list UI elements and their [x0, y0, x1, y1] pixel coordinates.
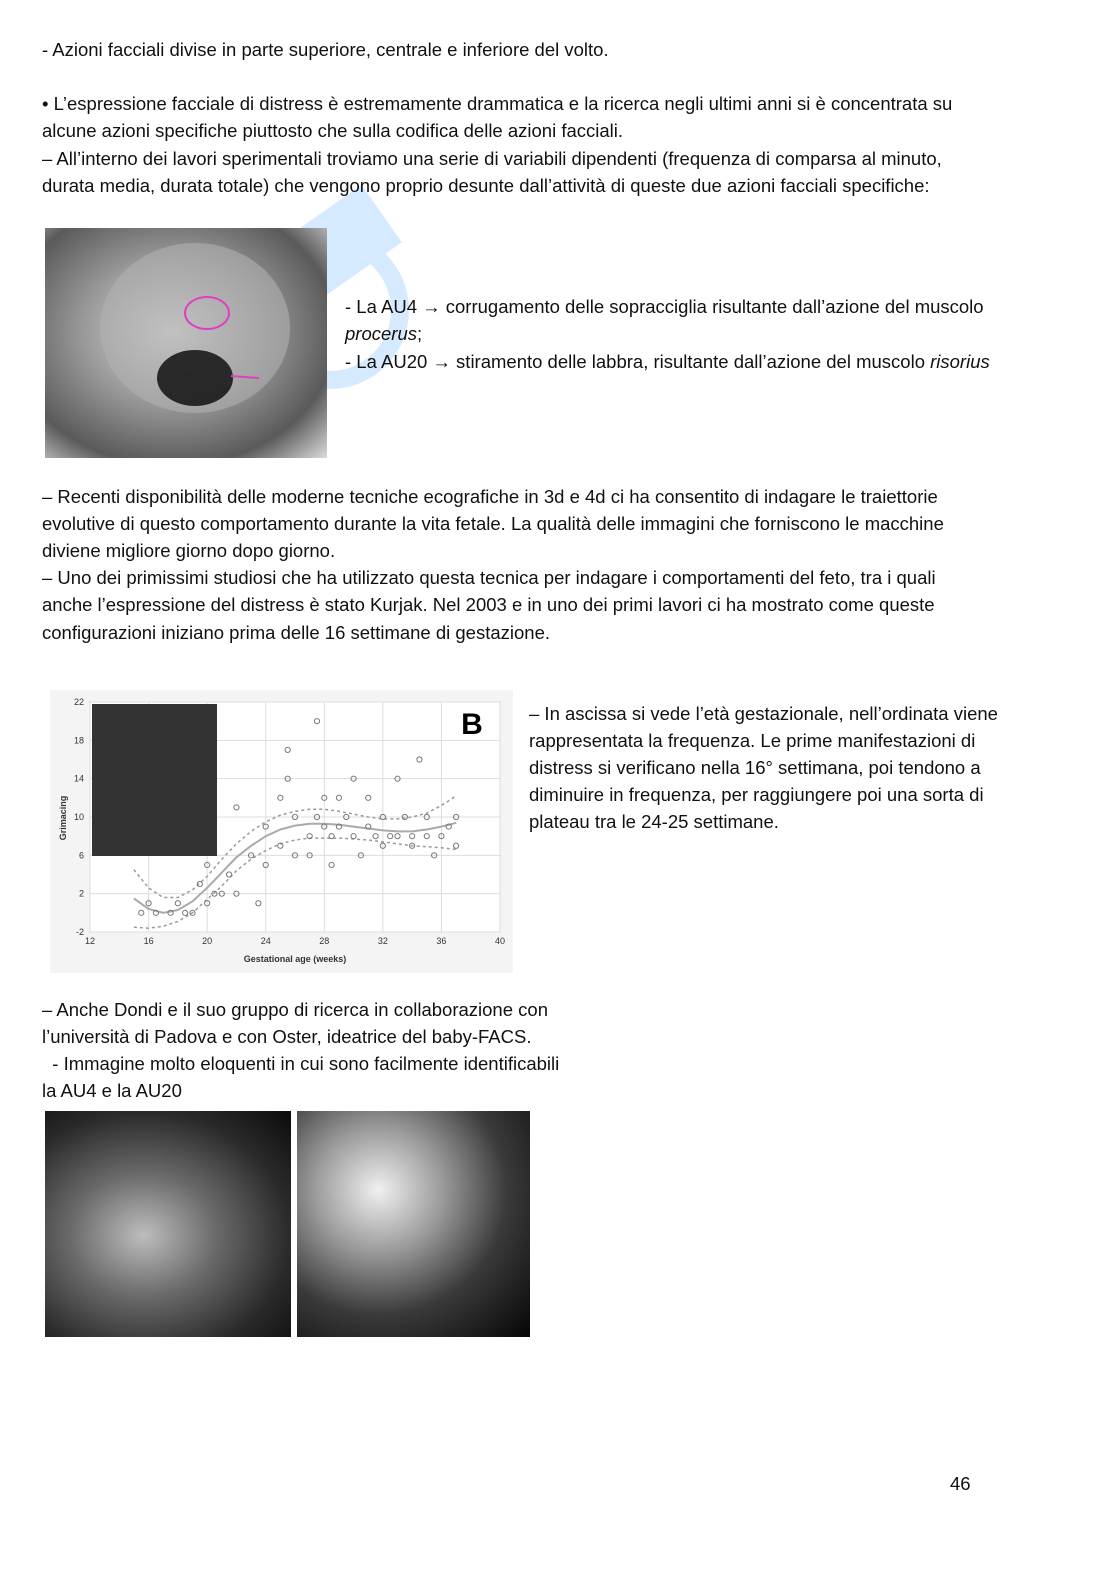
chart-caption-line-2: rappresentata la frequenza. Le prime manifestazioni di	[529, 730, 976, 751]
y-tick-label: 2	[78, 888, 84, 899]
paragraph-dondi-line-1: – Anche Dondi e il suo gruppo di ricerca in collaborazione con	[42, 999, 548, 1020]
chart-caption-line-3: distress si verificano nella 16° settimana, poi tendono a	[529, 757, 981, 778]
paragraph-dondi-line-4: la AU4 e la AU20	[42, 1080, 182, 1101]
paragraph-distress-line-2: alcune azioni specifiche piuttosto che sulla codifica delle azioni facciali.	[42, 120, 624, 141]
y-tick-label: 6	[78, 850, 84, 861]
y-tick-label: 18	[73, 735, 84, 746]
paragraph-kurjak-line-2: anche l’espressione del distress è stato Kurjak. Nel 2003 e in uno dei primi lavori ci ha mostrato come queste	[42, 594, 935, 615]
chart-caption-line-5: plateau tra le 24-25 settimane.	[529, 811, 779, 832]
chart-caption-line-1: – In ascissa si vede l’età gestazionale, nell’ordinata viene	[529, 703, 998, 724]
ultrasound-image-au20	[297, 1111, 530, 1337]
grimacing-chart-svg	[50, 690, 513, 973]
au20-text: - La AU20 → stiramento delle labbra, risultante dall’azione del muscolo	[345, 351, 931, 372]
y-tick-label: -2	[75, 927, 84, 937]
paragraph-ultrasound-line-2: evolutive di questo comportamento durante la vita fetale. La qualità delle immagini che forniscono le macchine	[42, 513, 944, 534]
paragraph-kurjak-line-1: – Uno dei primissimi studiosi che ha utilizzato questa tecnica per indagare i comportamenti del feto, tra i quali	[42, 567, 936, 588]
x-tick-label: 16	[143, 936, 154, 946]
y-tick-labels	[74, 697, 84, 937]
au4-line-1: - La AU4 → corrugamento delle sopracciglia risultante dall’azione del muscolo	[345, 296, 984, 317]
paragraph-facial-actions: - Azioni facciali divise in parte superiore, centrale e inferiore del volto.	[42, 39, 609, 60]
x-tick-label: 12	[84, 936, 96, 946]
y-tick-label: 22	[73, 697, 84, 707]
au4-line-2	[345, 320, 422, 347]
x-axis-label: Gestational age (weeks)	[243, 954, 347, 964]
y-tick-label: 10	[73, 812, 84, 822]
page-number: 46	[950, 1473, 971, 1494]
x-tick-label: 20	[202, 936, 213, 946]
x-tick-labels	[85, 936, 505, 946]
risorius-term: risorius	[930, 351, 990, 372]
paragraph-ultrasound-line-3: diviene migliore giorno dopo giorno.	[42, 540, 336, 561]
panel-label: B	[461, 708, 483, 741]
paragraph-variables-line-2: durata media, durata totale) che vengono proprio desunte dall’attività di queste due azioni facciali specifiche:	[42, 175, 930, 196]
paragraph-ultrasound-line-1: – Recenti disponibilità delle moderne tecniche ecografiche in 3d e 4d ci ha consentito di indagare le traiettorie	[42, 486, 938, 507]
inset-ultrasound-image	[92, 704, 217, 856]
y-tick-label: 14	[73, 773, 84, 784]
x-tick-label: 24	[260, 936, 271, 946]
paragraph-kurjak-line-3: configurazioni iniziano prima delle 16 settimane di gestazione.	[42, 622, 551, 643]
au4-semicolon: ;	[416, 323, 423, 344]
crying-baby-photo	[45, 228, 327, 458]
x-tick-label: 32	[377, 936, 388, 946]
chart-caption-line-4: diminuire in frequenza, per raggiungere poi una sorta di	[529, 784, 984, 805]
y-axis-label: Grimacing	[58, 795, 68, 841]
au20-line	[345, 348, 990, 375]
paragraph-dondi-line-2: l’università di Padova e con Oster, ideatrice del baby-FACS.	[42, 1026, 532, 1047]
paragraph-dondi-line-3: - Immagine molto eloquenti in cui sono facilmente identificabili	[42, 1053, 560, 1074]
grimacing-chart	[50, 690, 513, 973]
x-tick-label: 28	[319, 936, 330, 946]
paragraph-distress-line-1: • L’espressione facciale di distress è estremamente drammatica e la ricerca negli ultimi anni si è concentrata su	[42, 93, 953, 114]
x-tick-label: 36	[436, 936, 447, 946]
ultrasound-image-au4	[45, 1111, 291, 1337]
procerus-term: procerus	[345, 323, 417, 344]
x-tick-label: 40	[494, 936, 506, 946]
paragraph-variables-line-1: – All’interno dei lavori sperimentali troviamo una serie di variabili dipendenti (frequenza di comparsa al minuto,	[42, 148, 942, 169]
